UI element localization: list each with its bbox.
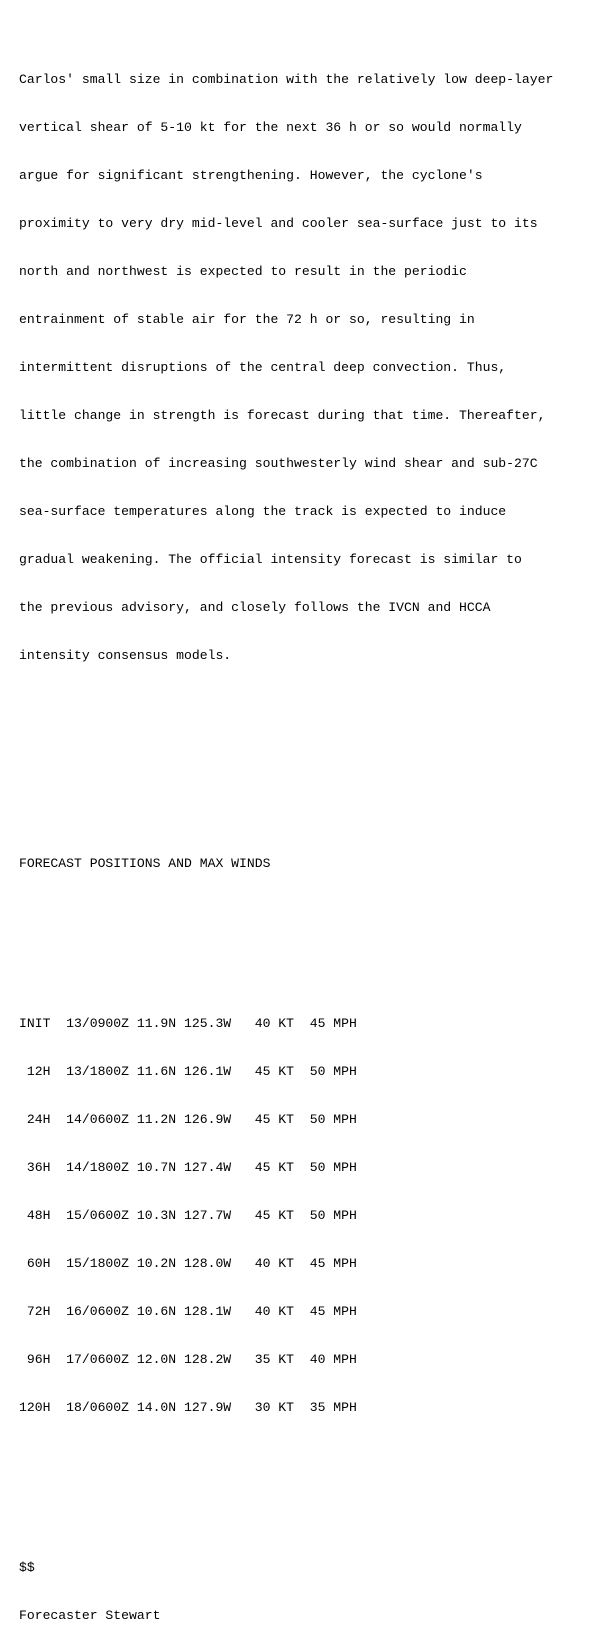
advisory-document (19, 8, 609, 1640)
discussion-line: the combination of increasing southwesterly wind shear and sub-27C (19, 456, 538, 471)
forecast-heading: FORECAST POSITIONS AND MAX WINDS (19, 856, 271, 871)
discussion-line: gradual weakening. The official intensity forecast is similar to (19, 552, 522, 567)
forecaster-signature: Forecaster Stewart (19, 1608, 161, 1623)
discussion-line: little change in strength is forecast during that time. Thereafter, (19, 408, 546, 423)
forecast-row: 24H 14/0600Z 11.2N 126.9W 45 KT 50 MPH (19, 1112, 357, 1127)
forecast-row: 96H 17/0600Z 12.0N 128.2W 35 KT 40 MPH (19, 1352, 357, 1367)
forecast-row: 12H 13/1800Z 11.6N 126.1W 45 KT 50 MPH (19, 1064, 357, 1079)
forecast-row: INIT 13/0900Z 11.9N 125.3W 40 KT 45 MPH (19, 1016, 357, 1031)
forecast-row: 120H 18/0600Z 14.0N 127.9W 30 KT 35 MPH (19, 1400, 357, 1415)
forecast-row: 60H 15/1800Z 10.2N 128.0W 40 KT 45 MPH (19, 1256, 357, 1271)
forecast-row: 36H 14/1800Z 10.7N 127.4W 45 KT 50 MPH (19, 1160, 357, 1175)
discussion-line: intensity consensus models. (19, 648, 232, 663)
discussion-line: Carlos' small size in combination with the relatively low deep-layer (19, 72, 554, 87)
discussion-line: intermittent disruptions of the central deep convection. Thus, (19, 360, 507, 375)
discussion-line: vertical shear of 5-10 kt for the next 36 h or so would normally (19, 120, 522, 135)
discussion-line: north and northwest is expected to result in the periodic (19, 264, 467, 279)
discussion-line: argue for significant strengthening. However, the cyclone's (19, 168, 483, 183)
discussion-line: proximity to very dry mid-level and cooler sea-surface just to its (19, 216, 538, 231)
forecast-row: 72H 16/0600Z 10.6N 128.1W 40 KT 45 MPH (19, 1304, 357, 1319)
forecast-table (19, 984, 609, 1448)
discussion-line: entrainment of stable air for the 72 h or so, resulting in (19, 312, 475, 327)
end-marker: $$ (19, 1560, 35, 1575)
discussion-line: sea-surface temperatures along the track is expected to induce (19, 504, 507, 519)
forecast-row: 48H 15/0600Z 10.3N 127.7W 45 KT 50 MPH (19, 1208, 357, 1223)
discussion-paragraph (19, 40, 609, 696)
discussion-line: the previous advisory, and closely follows the IVCN and HCCA (19, 600, 491, 615)
